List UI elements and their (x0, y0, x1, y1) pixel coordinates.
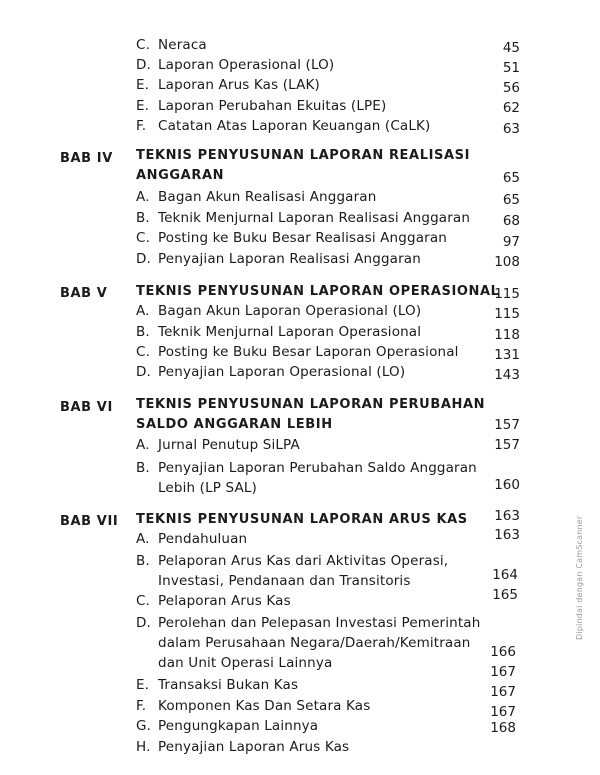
chapter-title: TEKNIS PENYUSUNAN LAPORAN ARUS KAS (136, 512, 468, 527)
page-number: 45 (502, 40, 520, 56)
toc-entry: Investasi, Pendanaan dan Transitoris (158, 573, 411, 589)
toc-label: C. (136, 37, 151, 53)
toc-label: E. (136, 98, 150, 114)
toc-label: D. (136, 364, 151, 380)
toc-entry: Penyajian Laporan Operasional (LO) (158, 364, 406, 380)
page-number: 68 (502, 213, 520, 229)
toc-entry: Posting ke Buku Besar Laporan Operasional (158, 344, 459, 360)
toc-entry: Laporan Operasional (LO) (158, 57, 335, 73)
chapter-number: BAB IV (60, 151, 113, 166)
toc-label: D. (136, 251, 151, 267)
toc-entry: Transaksi Bukan Kas (158, 677, 299, 693)
toc-label: E. (136, 77, 150, 93)
chapter-title: SALDO ANGGARAN LEBIH (136, 417, 333, 432)
toc-label: D. (136, 57, 151, 73)
toc-entry: Pelaporan Arus Kas (158, 593, 291, 609)
toc-entry: Neraca (158, 37, 207, 53)
toc-label: C. (136, 344, 151, 360)
page-number: 160 (494, 477, 520, 493)
page-number: 62 (502, 100, 520, 116)
page-number: 131 (494, 347, 520, 363)
page-number: 157 (494, 437, 520, 453)
page-number: 97 (502, 234, 520, 250)
toc-entry: Bagan Akun Laporan Operasional (LO) (158, 303, 422, 319)
chapter-number: BAB VI (60, 400, 113, 415)
page-number: 165 (492, 587, 518, 603)
page-number: 115 (494, 286, 520, 302)
toc-label: A. (136, 189, 150, 205)
page-number: 163 (494, 508, 520, 524)
toc-entry: Perolehan dan Pelepasan Investasi Pemerintah (158, 615, 481, 631)
toc-entry: dan Unit Operasi Lainnya (158, 655, 333, 671)
toc-label: H. (136, 739, 151, 755)
chapter-title: TEKNIS PENYUSUNAN LAPORAN OPERASIONAL (136, 284, 500, 299)
page-number: 163 (494, 527, 520, 543)
toc-label: F. (136, 118, 147, 134)
page-number: 65 (502, 192, 520, 208)
toc-entry: Laporan Perubahan Ekuitas (LPE) (158, 98, 387, 114)
toc-label: C. (136, 230, 151, 246)
chapter-title: ANGGARAN (136, 168, 225, 183)
toc-entry: Komponen Kas Dan Setara Kas (158, 698, 371, 714)
toc-label: B. (136, 553, 150, 569)
page-number: 157 (494, 417, 520, 433)
chapter-title: TEKNIS PENYUSUNAN LAPORAN REALISASI (136, 148, 471, 163)
chapter-number: BAB V (60, 286, 108, 301)
toc-entry: Jurnal Penutup SiLPA (158, 437, 300, 453)
page-number: 56 (502, 80, 520, 96)
page-number: 167 (490, 684, 516, 700)
toc-entry: Penyajian Laporan Realisasi Anggaran (158, 251, 421, 267)
toc-entry: Penyajian Laporan Arus Kas (158, 739, 350, 755)
chapter-number: BAB VII (60, 514, 119, 529)
toc-label: B. (136, 324, 150, 340)
page-number: 118 (494, 327, 520, 343)
toc-label: B. (136, 460, 150, 476)
toc-entry: Lebih (LP SAL) (158, 480, 257, 496)
toc-entry: dalam Perusahaan Negara/Daerah/Kemitraan (158, 635, 471, 651)
toc-entry: Bagan Akun Realisasi Anggaran (158, 189, 377, 205)
page-number: 166 (490, 644, 516, 660)
toc-label: E. (136, 677, 150, 693)
toc-entry: Posting ke Buku Besar Realisasi Anggaran (158, 230, 447, 246)
page-number: 167 (490, 664, 516, 680)
page-number: 143 (494, 367, 520, 383)
page-number: 167 (490, 704, 516, 720)
toc-entry: Pengungkapan Lainnya (158, 718, 319, 734)
page-number: 115 (494, 306, 520, 322)
toc-entry: Penyajian Laporan Perubahan Saldo Anggaran (158, 460, 477, 476)
toc-label: A. (136, 437, 150, 453)
page-number: 108 (494, 254, 520, 270)
chapter-title: TEKNIS PENYUSUNAN LAPORAN PERUBAHAN (136, 397, 486, 412)
toc-label: C. (136, 593, 151, 609)
toc-label: A. (136, 531, 150, 547)
toc-entry: Pelaporan Arus Kas dari Aktivitas Operasi, (158, 553, 449, 569)
toc-label: D. (136, 615, 151, 631)
toc-entry: Pendahuluan (158, 531, 248, 547)
toc-entry: Teknik Menjurnal Laporan Realisasi Anggaran (158, 210, 471, 226)
toc-label: G. (136, 718, 152, 734)
page-number: 51 (502, 60, 520, 76)
scanner-watermark: Dipindai dengan CamScanner (575, 515, 584, 640)
toc-label: A. (136, 303, 150, 319)
page-number: 164 (492, 567, 518, 583)
page-number: 65 (502, 170, 520, 186)
toc-entry: Catatan Atas Laporan Keuangan (CaLK) (158, 118, 431, 134)
page-number: 63 (502, 121, 520, 137)
toc-label: B. (136, 210, 150, 226)
toc-label: F. (136, 698, 147, 714)
toc-entry: Teknik Menjurnal Laporan Operasional (158, 324, 422, 340)
page-number: 168 (490, 720, 516, 736)
toc-entry: Laporan Arus Kas (LAK) (158, 77, 320, 93)
